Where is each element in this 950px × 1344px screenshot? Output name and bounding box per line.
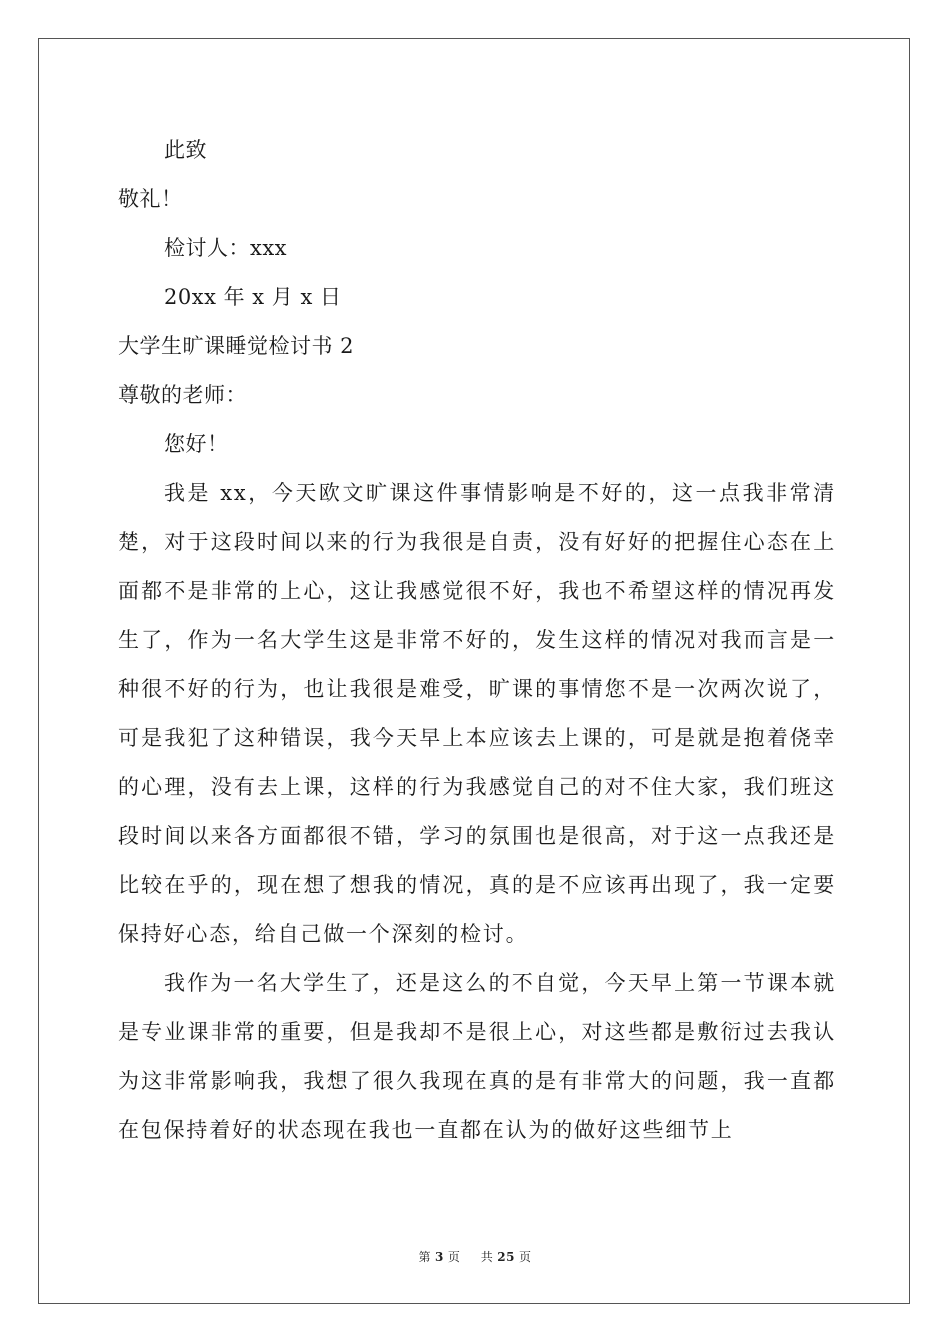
total-pages: 25 — [497, 1250, 515, 1264]
closing-date: 20xx 年 x 月 x 日 — [164, 285, 342, 309]
page-indicator: 第 3 页 — [418, 1250, 461, 1264]
greeting: 您好！ — [164, 432, 229, 456]
closing-respect: 敬礼！ — [118, 187, 183, 211]
closing-salutation: 此致 — [164, 138, 207, 162]
body-paragraph-2: 我作为一名大学生了，还是这么的不自觉，今天早上第一节课本就是专业课非常的重要，但是我却不是很上心，对这些都是敷衍过去我认为这非常影响我，我想了很久我现在真的是有非常大的问题，我一直都在包保持着好的状态现在我也一直都在认为的做好这些细节上 — [118, 971, 836, 1142]
document-title: 大学生旷课睡觉检讨书 2 — [118, 334, 355, 358]
page-footer — [0, 1248, 950, 1265]
page-number: 3 — [435, 1250, 444, 1264]
document-body — [118, 126, 836, 1155]
addressee: 尊敬的老师： — [118, 383, 247, 407]
total-pages-indicator: 共 25 页 — [480, 1250, 532, 1264]
body-paragraph-1: 我是 xx，今天欧文旷课这件事情影响是不好的，这一点我非常清楚，对于这段时间以来的行为我很是自责，没有好好的把握住心态在上面都不是非常的上心，这让我感觉很不好，我也不希望这样的情况再发生了，作为一名大学生这是非常不好的，发生这样的情况对我而言是一种很不好的行为，也让我很是难受，旷课的事情您不是一次两次说了，可是我犯了这种错误，我今天早上本应该去上课的，可是就是抱着侥幸的心理，没有去上课，这样的行为我感觉自己的对不住大家，我们班这段时间以来各方面都很不错，学习的氛围也是很高，对于这一点我还是比较在乎的，现在想了想我的情况，真的是不应该再出现了，我一定要保持好心态，给自己做一个深刻的检讨。 — [118, 481, 836, 946]
closing-author: 检讨人：xxx — [164, 236, 288, 260]
